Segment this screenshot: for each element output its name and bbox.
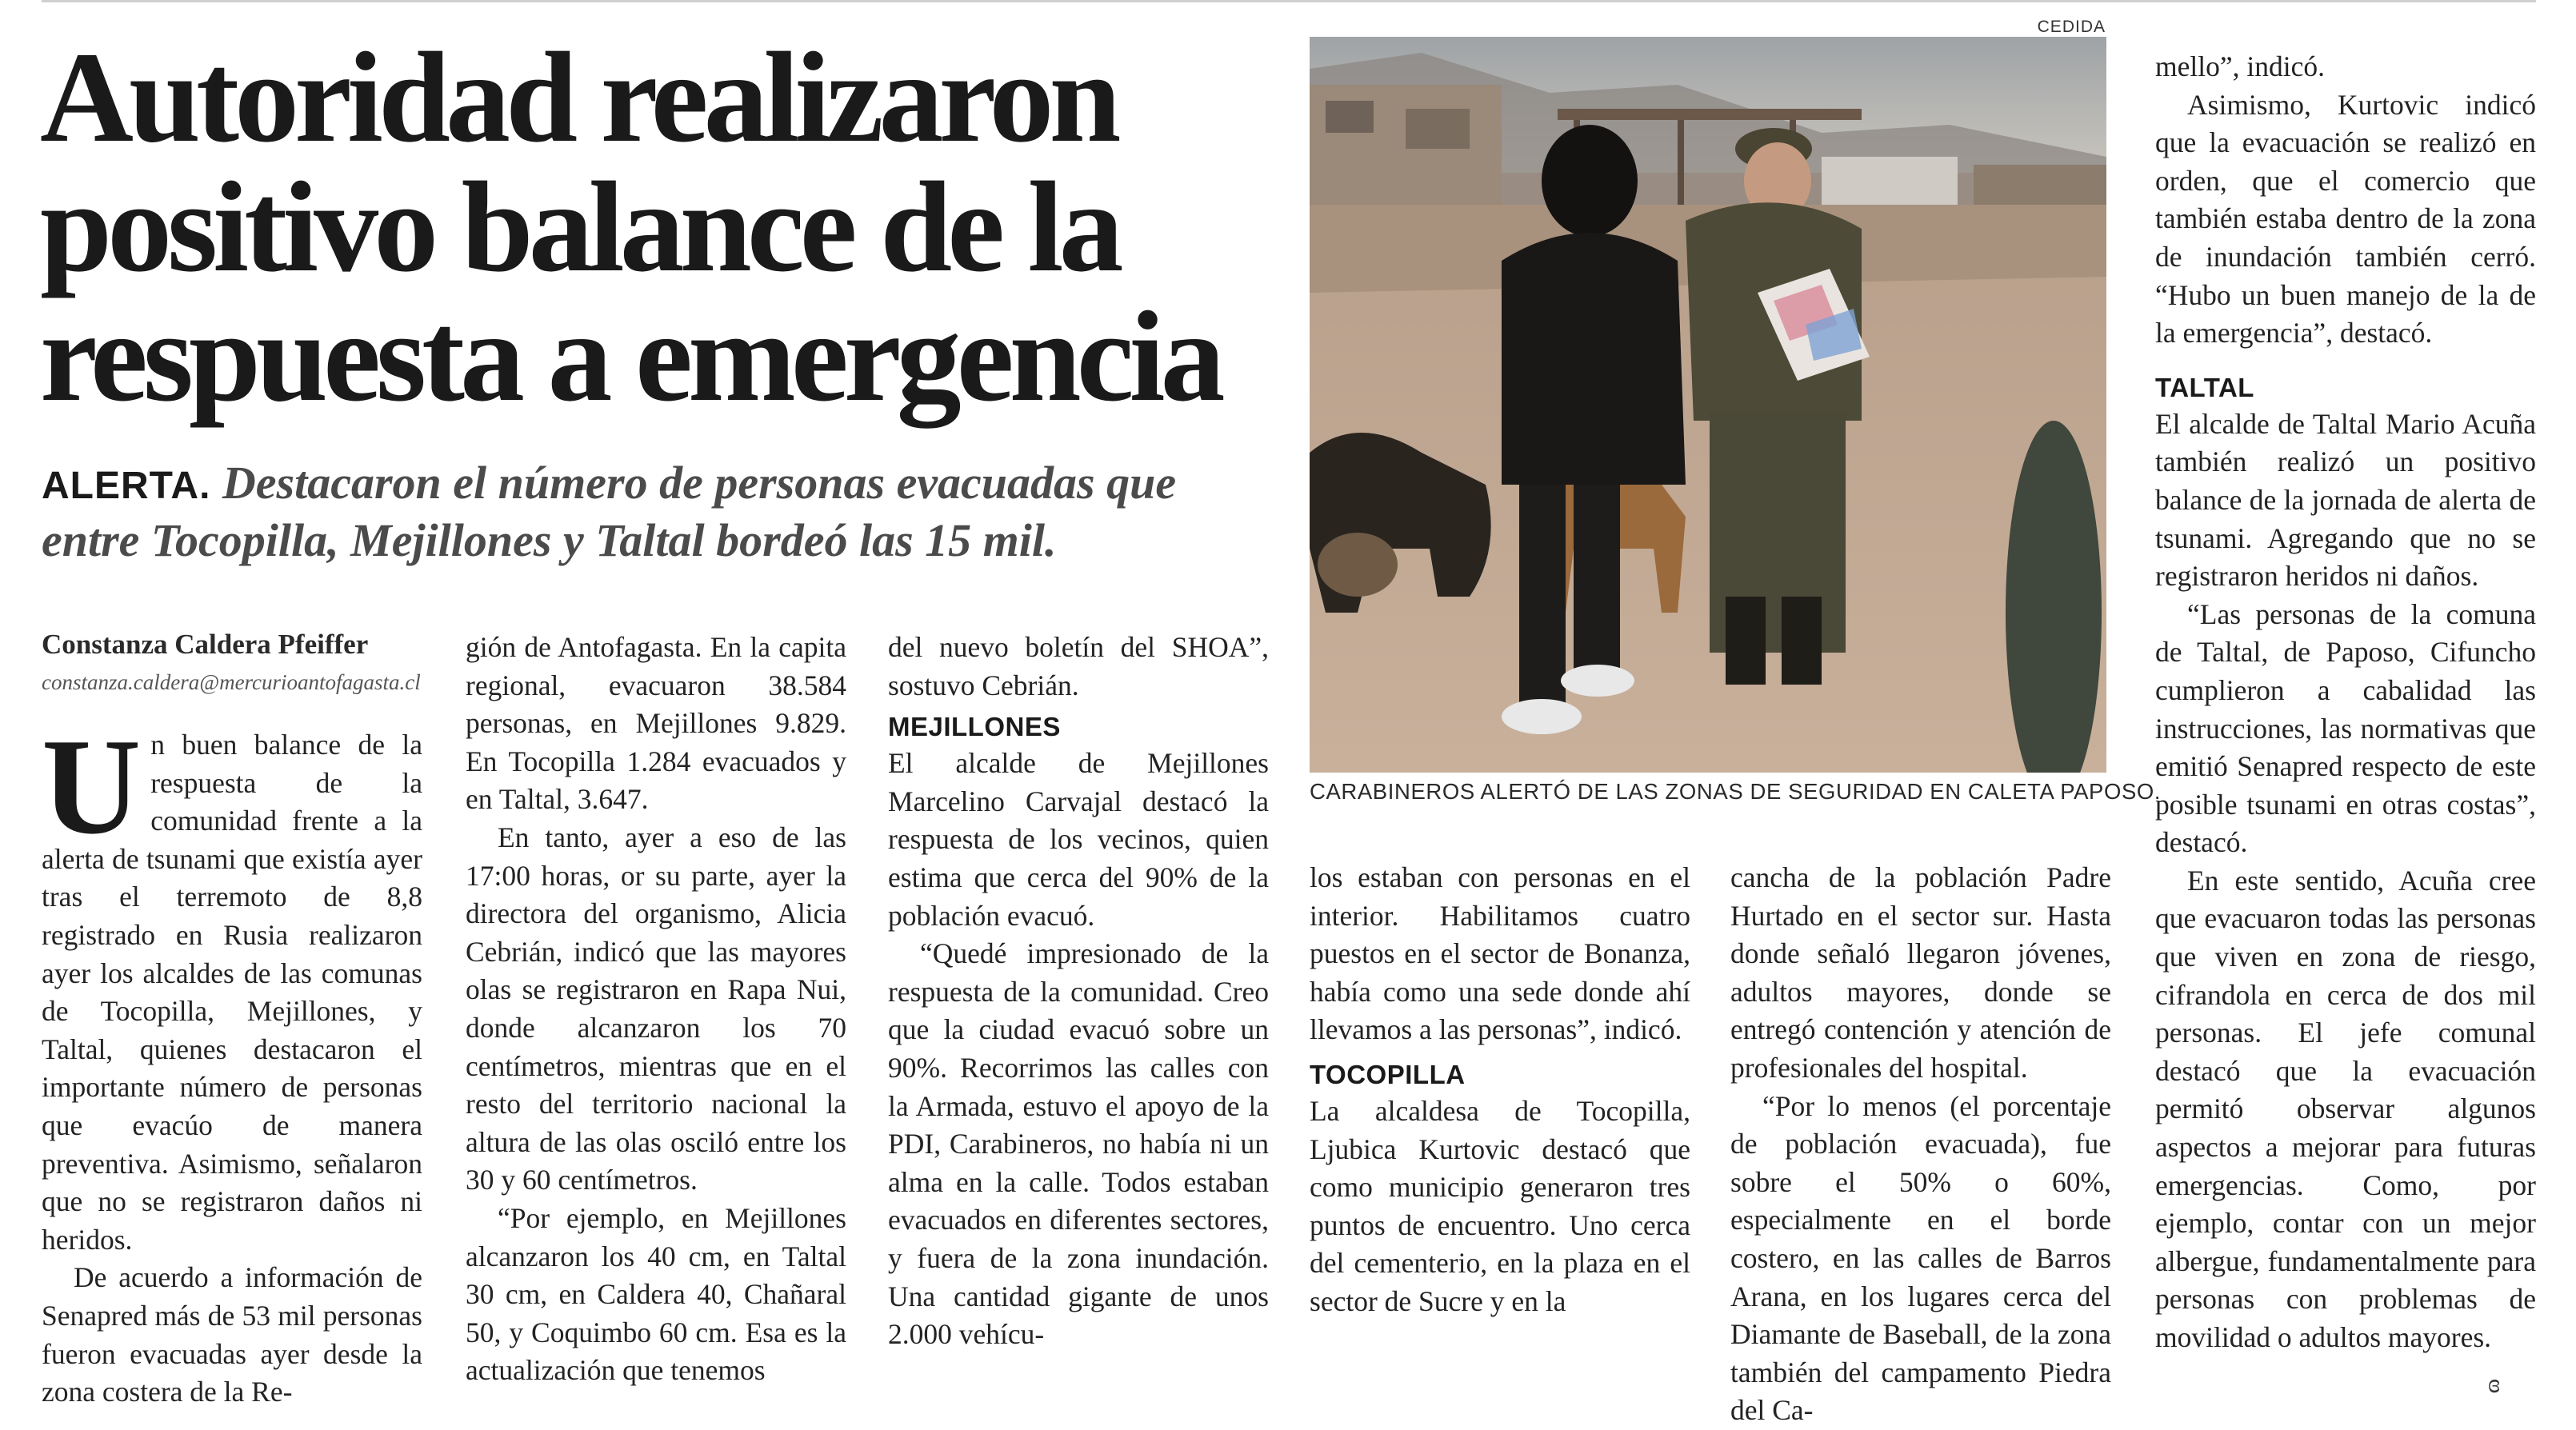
headline <box>40 26 1288 429</box>
column-6 <box>2155 48 2536 1357</box>
paragraph: mello”, indicó. <box>2155 50 2325 82</box>
paragraph: gión de Antofagasta. En la capita regional, evacuaron 38.584 personas, en Mejillones 9.829. En Tocopilla 1.284 evacuados y en Taltal, 3.647. <box>466 631 846 816</box>
column-1 <box>42 711 422 1412</box>
paragraph: “Las personas de la comuna de Taltal, de Paposo, Cifuncho cumplieron a cabalidad las instrucciones, las normativas que emitió Senapred respecto de este posible tsunami en otras costas”, destacó. <box>2155 597 2536 859</box>
deck-text: Destacaron el número de personas evacuadas que entre Tocopilla, Mejillones y Taltal bordeó las 15 mil. <box>42 457 1177 566</box>
column-3 <box>888 629 1269 1354</box>
headline-line-3: respuesta a emergencia <box>40 286 1221 429</box>
headline-line-2: positivo balance de la <box>40 156 1119 299</box>
news-photo <box>1310 37 2106 773</box>
paragraph: “Por ejemplo, en Mejillones alcanzaron los 40 cm, en Taltal 30 cm, en Caldera 40, Chañaral 50, y Coquimbo 60 cm. Esa es la actualización que tenemos <box>466 1201 846 1387</box>
section-heading-tocopilla: TOCOPILLA <box>1310 1059 1466 1089</box>
paragraph: n buen balance de la respuesta de la comunidad frente a la alerta de tsunami que existía ayer tras el terremoto de 8,8 registrado en Rusia realizaron ayer los alcaldes de las comunas de Tocopilla, Mejillones, y Taltal, quienes destacaron el importante número de personas que evacúo de manera preventiva. Asimismo, señalaron que no se registraron daños ni heridos. <box>42 729 422 1256</box>
drop-cap: U <box>42 711 142 863</box>
byline <box>42 629 434 695</box>
paragraph: los estaban con personas en el interior. Habilitamos cuatro puestos en el sector de Bonanza, había como una sede donde ahí llevamos a las personas”, indicó. <box>1310 861 1690 1046</box>
section-heading-mejillones: MEJILLONES <box>888 712 1061 742</box>
column-5 <box>1730 859 2111 1430</box>
photo-credit: CEDIDA <box>2037 18 2106 36</box>
author-email: constanza.caldera@mercurioantofagasta.cl <box>42 670 421 694</box>
headline-line-1: Autoridad realizaron <box>40 26 1117 170</box>
paragraph: En tanto, ayer a eso de las 17:00 horas, or su parte, ayer la directora del organismo, Alicia Cebrián, indicó que las mayores olas se registraron en Rapa Nui, donde alcanzaron los 70 centímetros, mientras que en el resto del territorio nacional la altura de las olas osciló entre los 30 y 60 centímetros. <box>466 821 846 1196</box>
paragraph: De acuerdo a información de Senapred más de 53 mil personas fueron evacuadas ayer desde la zona costera de la Re- <box>42 1261 422 1408</box>
column-2 <box>466 629 846 1390</box>
author-name: Constanza Caldera Pfeiffer <box>42 629 369 660</box>
paragraph: El alcalde de Taltal Mario Acuña también realizó un positivo balance de la jornada de alerta de tsunami. Agregando que no se registraron heridos ni daños. <box>2155 407 2536 593</box>
paragraph: cancha de la población Padre Hurtado en el sector sur. Hasta donde señaló llegaron jóvenes, adultos mayores, donde se entregó contención y atención de profesionales del hospital. <box>1730 861 2111 1084</box>
top-rule <box>42 0 2536 2</box>
end-mark-icon: ɞ <box>2488 1369 2501 1399</box>
paragraph: “Quedé impresionado de la respuesta de la comunidad. Creo que la ciudad evacuó sobre un 90%. Recorrimos las calles con la Armada, estuvo el apoyo de la PDI, Carabineros, no había ni un alma en la calle. Todos estaban evacuados en diferentes sectores, y fuera de la zona inundación. Una cantidad gigante de unos 2.000 vehícu- <box>888 937 1269 1351</box>
paragraph: En este sentido, Acuña cree que evacuaron todas las personas que viven en zona de riesgo, cifrandola en cerca de dos mil personas. El jefe comunal destacó que la evacuación permitó observar algunos aspectos a mejorar para futuras emergencias. Como, por ejemplo, contar con un mejor albergue, fundamentalmente para personas con problemas de movilidad o adultos mayores. <box>2155 864 2536 1353</box>
paragraph: La alcaldesa de Tocopilla, Ljubica Kurtovic destacó que como municipio generaron tres puntos de encuentro. Uno cerca del cementerio, en la plaza en el sector de Sucre y en la <box>1310 1094 1690 1317</box>
section-heading-taltal: TALTAL <box>2155 372 2254 402</box>
deck <box>42 456 1274 568</box>
paragraph: del nuevo boletín del SHOA”, sostuvo Cebrián. <box>888 631 1269 701</box>
paragraph: El alcalde de Mejillones Marcelino Carvajal destacó la respuesta de los vecinos, quien estima que cerca del 90% de la población evacuó. <box>888 747 1269 932</box>
deck-lead: ALERTA. <box>42 465 211 507</box>
paragraph: “Por lo menos (el porcentaje de población evacuada), fue sobre el 50% o 60%, especialmente en el borde costero, en las calles de Barros Arana, en los lugares cerca del Diamante de Baseball, de la zona también del campamento Piedra del Ca- <box>1730 1089 2111 1427</box>
column-4 <box>1310 859 1690 1321</box>
photo-caption: CARABINEROS ALERTÓ DE LAS ZONAS DE SEGURIDAD EN CALETA PAPOSO. <box>1310 779 2162 804</box>
paragraph: Asimismo, Kurtovic indicó que la evacuación se realizó en orden, que el comercio que también estaba dentro de la zona de inundación también cerró. “Hubo un buen manejo de la de la emergencia”, destacó. <box>2155 88 2536 350</box>
photo-illustration <box>1310 37 2106 773</box>
